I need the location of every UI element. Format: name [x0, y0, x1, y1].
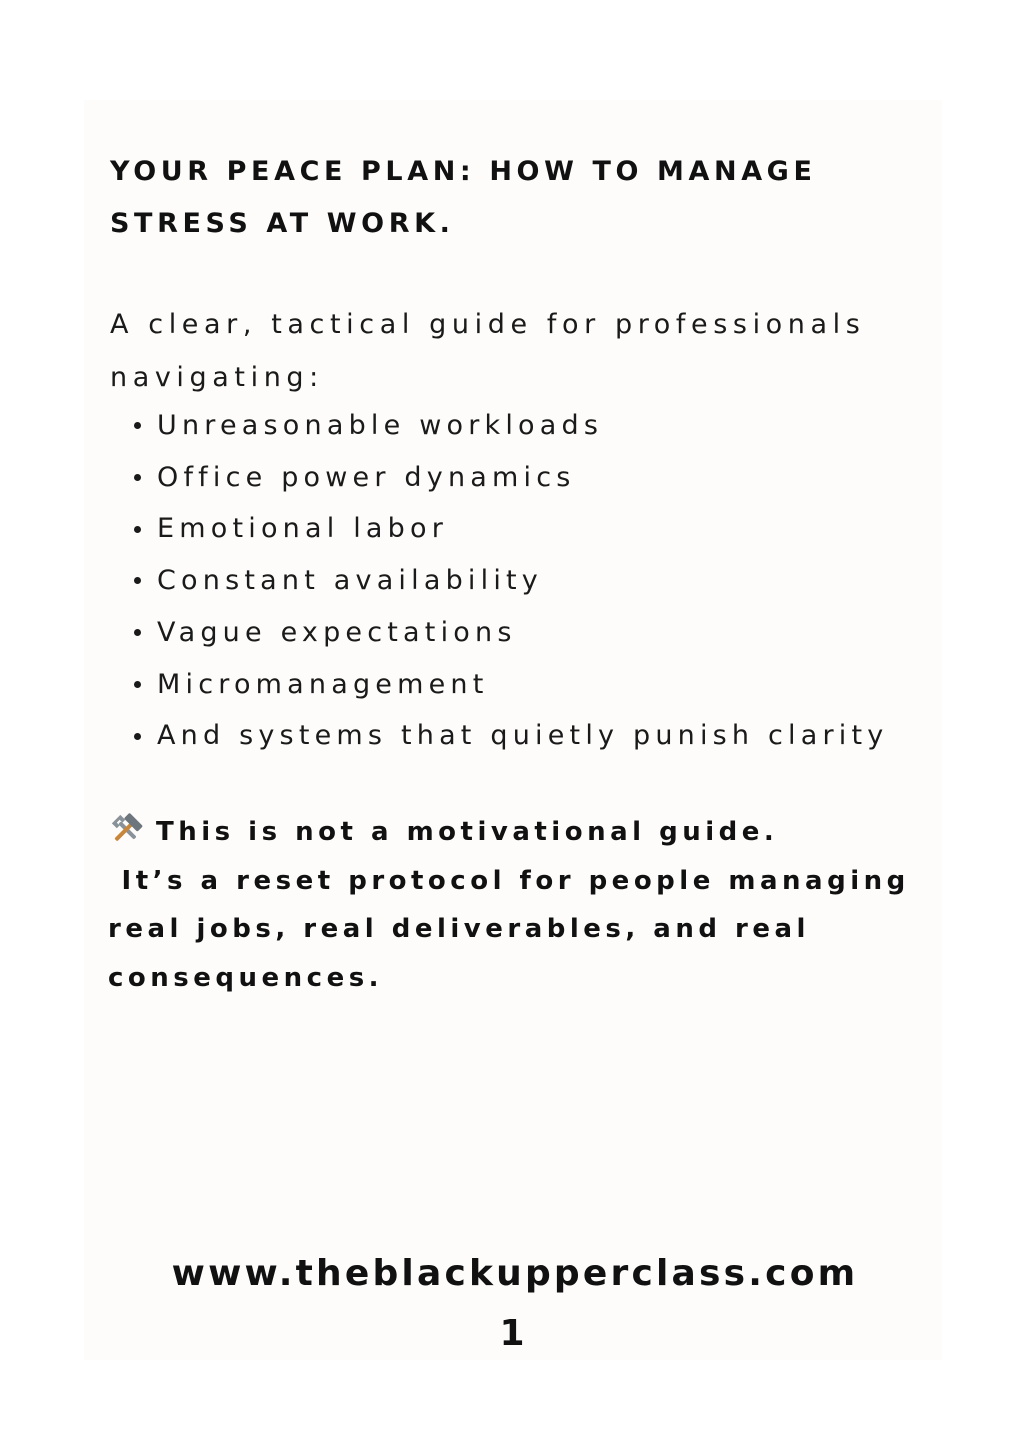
list-item	[134, 710, 888, 762]
page-title	[110, 146, 910, 250]
callout-line-4: consequences.	[108, 962, 384, 993]
list-item	[134, 503, 888, 555]
list-item-text: And systems that quietly punish clarity	[157, 720, 889, 752]
list-item-text: Unreasonable workloads	[157, 410, 604, 441]
intro-line-2: navigating:	[110, 362, 324, 393]
hammer-and-wrench-icon	[108, 813, 144, 845]
callout-line-1	[108, 808, 928, 857]
list-item-text: Constant availability	[157, 565, 543, 597]
title-line-1: YOUR PEACE PLAN: HOW TO MANAGE	[110, 156, 817, 187]
list-item-text: Vague expectations	[157, 616, 517, 648]
bullet-dot	[134, 681, 141, 688]
bullet-dot	[134, 422, 141, 429]
callout-block	[108, 808, 928, 1002]
list-item	[134, 607, 888, 659]
intro-paragraph	[110, 298, 930, 404]
list-item-text: Office power dynamics	[157, 461, 576, 493]
callout-line-3: real jobs, real deliverables, and real	[108, 914, 810, 944]
intro-line-1: A clear, tactical guide for professionals	[110, 309, 866, 340]
bullet-dot	[134, 526, 141, 533]
list-item-text: Micromanagement	[157, 668, 489, 700]
callout-line-1-text: This is not a motivational guide.	[156, 817, 779, 847]
challenges-list	[134, 400, 888, 762]
list-item	[134, 659, 888, 711]
website-link[interactable]: www.theblackupperclass.com	[171, 1253, 859, 1294]
list-item	[134, 555, 888, 607]
list-item	[134, 452, 888, 504]
list-item-text: Emotional labor	[157, 513, 449, 545]
bullet-dot	[134, 733, 141, 740]
bullet-dot	[134, 577, 141, 584]
title-line-2: STRESS AT WORK.	[110, 208, 455, 239]
list-item	[134, 400, 888, 452]
page-number: 1	[499, 1313, 525, 1354]
bullet-dot	[134, 474, 141, 481]
callout-line-2: It’s a reset protocol for people managing	[108, 865, 910, 896]
bullet-dot	[134, 629, 141, 636]
